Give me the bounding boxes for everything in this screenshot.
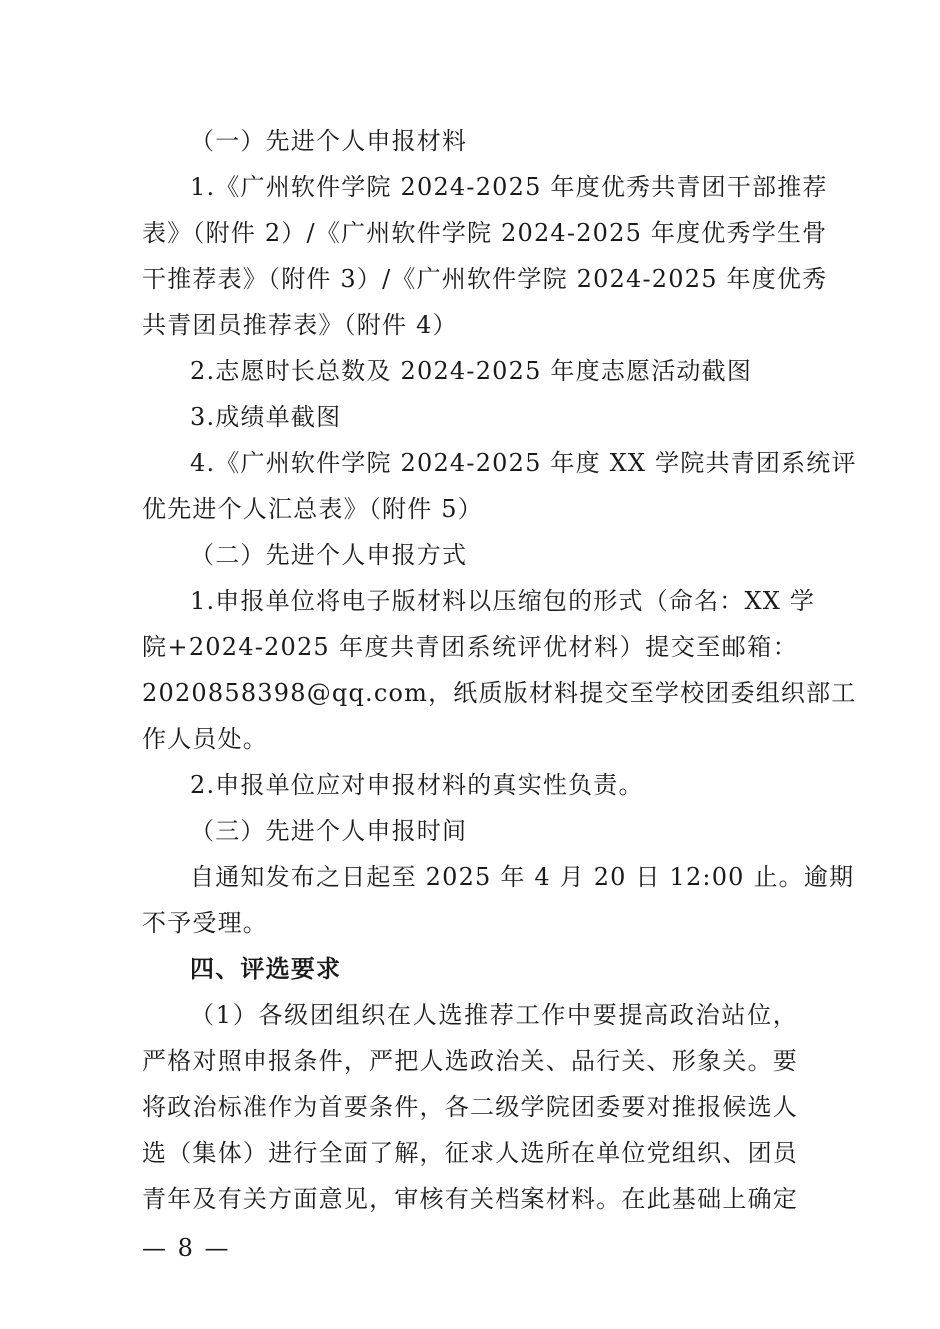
paragraph-line: 不予受理。 bbox=[142, 909, 268, 937]
paragraph-line: 表》（附件 2）/《广州软件学院 2024-2025 年度优秀学生骨 bbox=[142, 219, 828, 247]
subheading-method: （二）先进个人申报方式 bbox=[190, 541, 468, 569]
paragraph-line: 院+2024-2025 年度共青团系统评优材料）提交至邮箱： bbox=[142, 633, 798, 661]
subheading-time: （三）先进个人申报时间 bbox=[190, 817, 468, 845]
section-heading-requirements: 四、评选要求 bbox=[190, 955, 342, 983]
paragraph-line: 4.《广州软件学院 2024-2025 年度 XX 学院共青团系统评 bbox=[190, 449, 857, 477]
paragraph-line-email: 2020858398@qq.com，纸质版材料提交至学校团委组织部工 bbox=[142, 679, 857, 707]
subheading-materials: （一）先进个人申报材料 bbox=[190, 127, 468, 155]
paragraph-line: （1）各级团组织在人选推荐工作中要提高政治站位， bbox=[190, 1001, 798, 1029]
paragraph-line: 干推荐表》（附件 3）/《广州软件学院 2024-2025 年度优秀 bbox=[142, 265, 828, 293]
paragraph-line: 将政治标准作为首要条件，各二级学院团委要对推报候选人 bbox=[142, 1093, 798, 1121]
paragraph-line: 优先进个人汇总表》（附件 5） bbox=[142, 495, 483, 523]
paragraph-line: 选（集体）进行全面了解，征求人选所在单位党组织、团员 bbox=[142, 1139, 798, 1167]
paragraph-line: 自通知发布之日起至 2025 年 4 月 20 日 12:00 止。逾期 bbox=[190, 863, 855, 891]
paragraph-line: 1.申报单位将电子版材料以压缩包的形式（命名：XX 学 bbox=[190, 587, 816, 615]
paragraph-line: 3.成绩单截图 bbox=[190, 403, 342, 431]
paragraph-line: 1.《广州软件学院 2024-2025 年度优秀共青团干部推荐 bbox=[190, 173, 828, 201]
paragraph-line: 青年及有关方面意见，审核有关档案材料。在此基础上确定 bbox=[142, 1185, 798, 1213]
paragraph-line: 2.申报单位应对申报材料的真实性负责。 bbox=[190, 771, 644, 799]
paragraph-line: 2.志愿时长总数及 2024-2025 年度志愿活动截图 bbox=[190, 357, 753, 385]
paragraph-line: 作人员处。 bbox=[142, 725, 268, 753]
paragraph-line: 严格对照申报条件，严把人选政治关、品行关、形象关。要 bbox=[142, 1047, 798, 1075]
page-number: — 8 — bbox=[142, 1234, 231, 1262]
paragraph-line: 共青团员推荐表》（附件 4） bbox=[142, 311, 458, 339]
